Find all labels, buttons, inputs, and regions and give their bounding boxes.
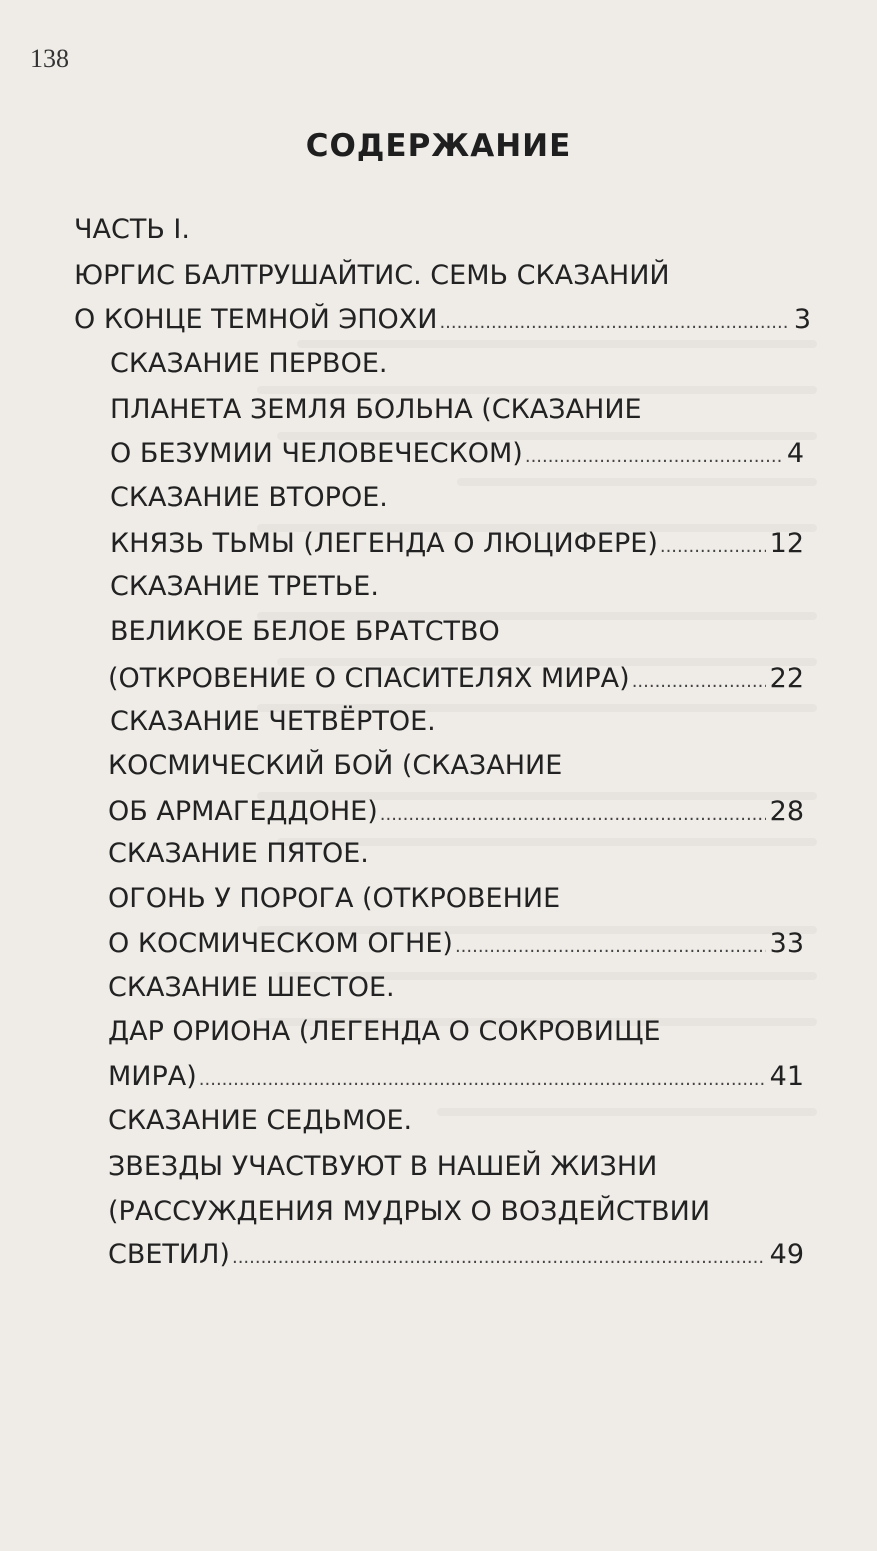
page-reference: 33 [769,928,804,959]
dot-leader [525,432,783,479]
page-reference: 22 [769,663,804,694]
toc-entry-heading: СКАЗАНИЕ ЧЕТВЁРТОЕ. [110,706,436,737]
dot-leader [632,657,766,704]
toc-entry-title-final[interactable]: КНЯЗЬ ТЬМЫ (ЛЕГЕНДА О ЛЮЦИФЕРЕ) ..... 12 [110,522,804,566]
toc-entry-title-final[interactable]: СВЕТИЛ) ..... 49 [108,1233,804,1277]
dot-leader [660,522,766,569]
toc-entry-heading: СКАЗАНИЕ ПЯТОЕ. [108,838,369,869]
toc-entry-title-final[interactable]: МИРА) ..... 41 [108,1055,804,1099]
page-title: СОДЕРЖАНИЕ [305,128,572,164]
toc-entry-heading: СКАЗАНИЕ ШЕСТОЕ. [108,972,395,1003]
toc-part-label: ЧАСТЬ I. [74,214,190,245]
page-number: 138 [30,44,69,73]
dot-leader [455,922,766,969]
toc-entry-title: КОСМИЧЕСКИЙ БОЙ (СКАЗАНИЕ [108,750,563,781]
toc-entry-title: ВЕЛИКОЕ БЕЛОЕ БРАТСТВО [110,616,500,647]
toc-entry-title: ЗВЕЗДЫ УЧАСТВУЮТ В НАШЕЙ ЖИЗНИ [108,1151,658,1182]
toc-book-title: ЮРГИС БАЛТРУШАЙТИС. СЕМЬ СКАЗАНИЙ [74,260,670,291]
toc-book-title-continued[interactable]: О КОНЦЕ ТЕМНОЙ ЭПОХИ ..... 3 [74,298,811,342]
page-reference: 49 [769,1239,804,1270]
toc-entry-title: ДАР ОРИОНА (ЛЕГЕНДА О СОКРОВИЩЕ [108,1016,661,1047]
toc-entry-title-final[interactable]: О БЕЗУМИИ ЧЕЛОВЕЧЕСКОМ) ..... 4 [110,432,804,476]
toc-entry-title: (РАССУЖДЕНИЯ МУДРЫХ О ВОЗДЕЙСТВИИ [108,1196,711,1227]
toc-entry-title-final[interactable]: О КОСМИЧЕСКОМ ОГНЕ) ..... 33 [108,922,804,966]
dot-leader [199,1055,766,1102]
toc-entry-heading: СКАЗАНИЕ ТРЕТЬЕ. [110,571,379,602]
dot-leader [232,1233,766,1280]
toc-entry-title-final[interactable]: (ОТКРОВЕНИЕ О СПАСИТЕЛЯХ МИРА) ..... 22 [108,657,804,701]
toc-entry-heading: СКАЗАНИЕ СЕДЬМОЕ. [108,1105,413,1136]
page-reference: 41 [769,1061,804,1092]
page-reference: 4 [786,438,804,469]
toc-entry-heading: СКАЗАНИЕ ПЕРВОЕ. [110,348,388,379]
dot-leader [439,298,789,345]
dot-leader [380,790,766,837]
page-reference: 12 [769,528,804,559]
toc-entry-heading: СКАЗАНИЕ ВТОРОЕ. [110,482,388,513]
toc-entry-title: ПЛАНЕТА ЗЕМЛЯ БОЛЬНА (СКАЗАНИЕ [110,394,642,425]
page-reference: 3 [793,304,811,335]
toc-entry-title: ОГОНЬ У ПОРОГА (ОТКРОВЕНИЕ [108,883,561,914]
toc-entry-title-final[interactable]: ОБ АРМАГЕДДОНЕ) ..... 28 [108,790,804,834]
page-reference: 28 [769,796,804,827]
